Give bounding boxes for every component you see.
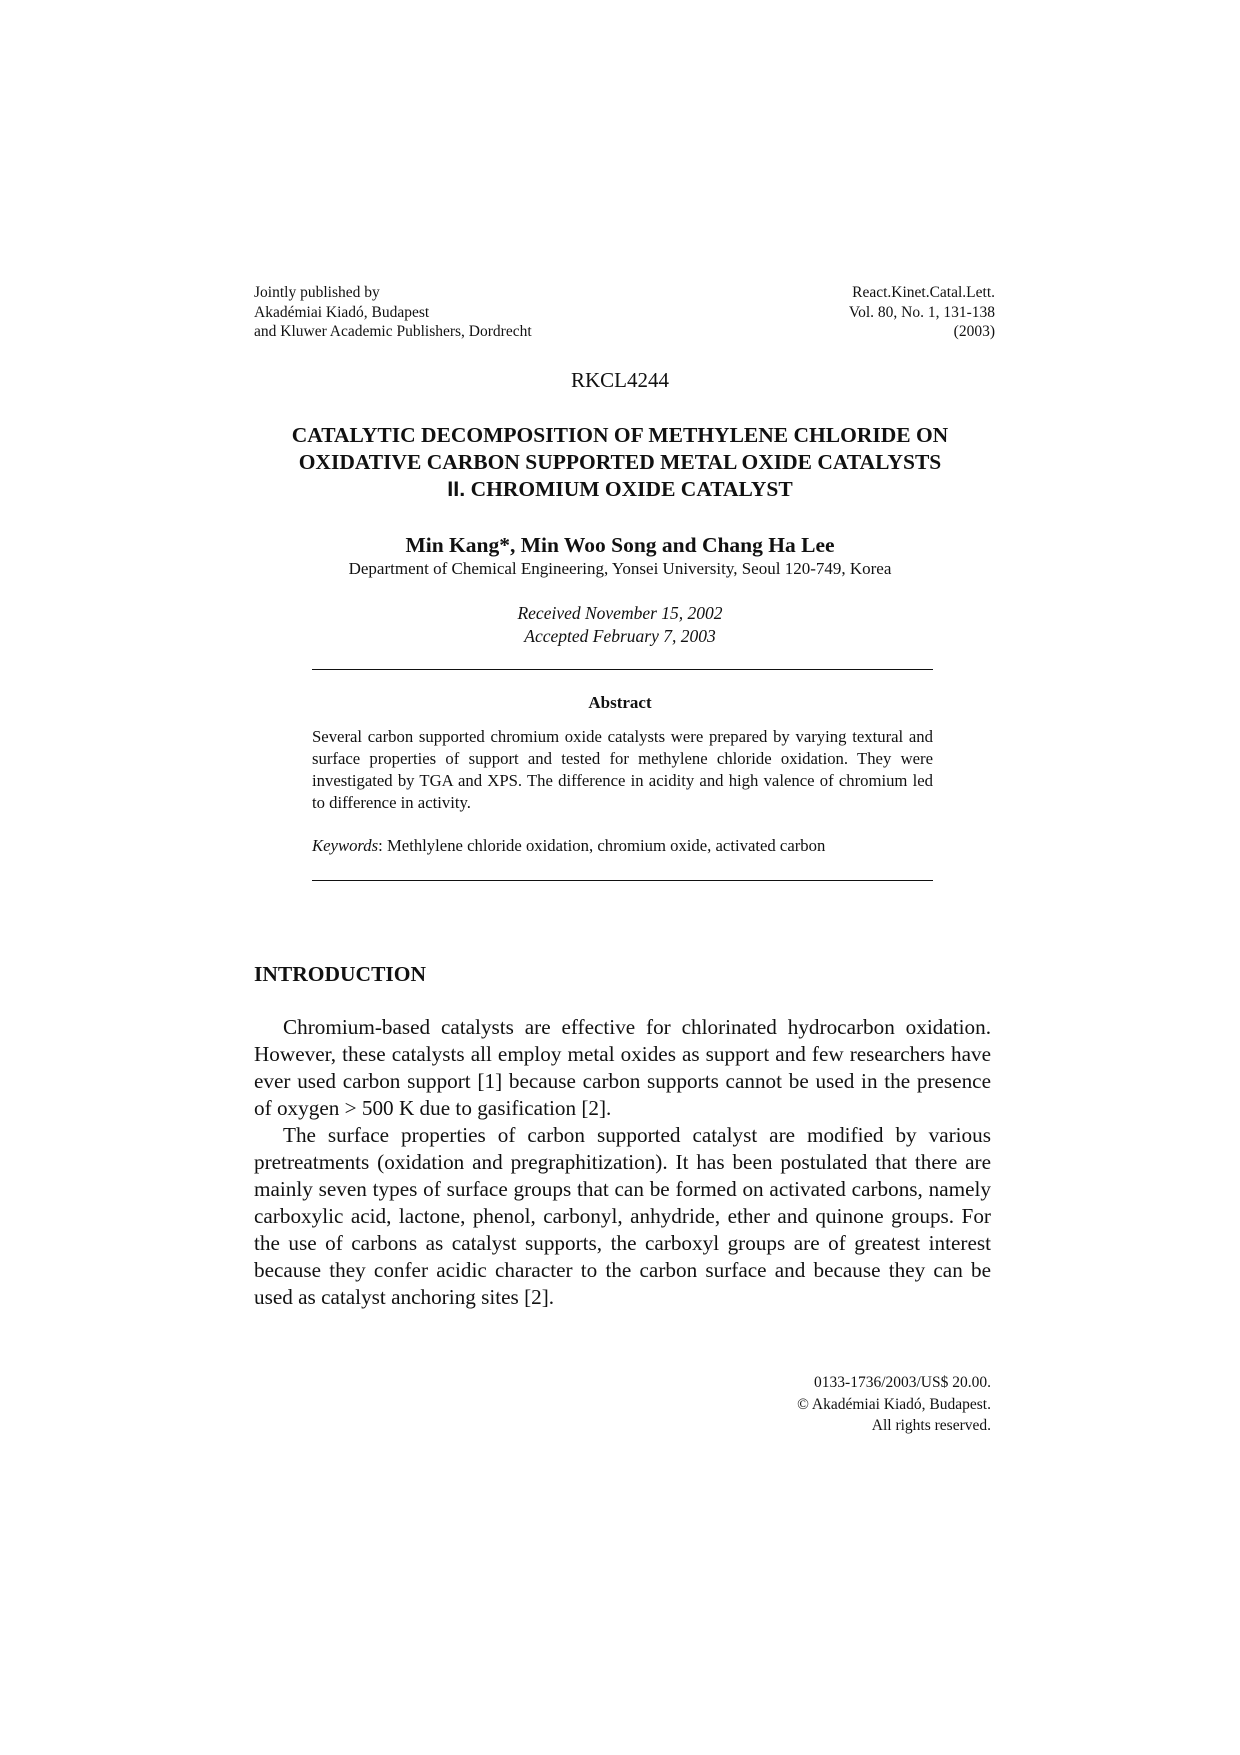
publisher-line: Jointly published by [254,284,380,301]
journal-volume: Vol. 80, No. 1, 131-138 [848,303,995,321]
keywords-text: : Methlylene chloride oxidation, chromium oxide, activated carbon [378,836,826,855]
keywords [312,835,933,857]
paragraph: The surface properties of carbon supported catalyst are modified by various pretreatments (oxidation and pregraphitization). It has been postulated that there are mainly seven types of surface groups that can be formed on activated carbons, namely carboxylic acid, lactone, phenol, carbonyl, anhydride, ether and quinone groups. For the use of carbons as catalyst supports, the carboxyl groups are of greatest interest because they confer acidic character to the carbon surface and because they can be used as catalyst anchoring sites [2]. [254,1123,991,1309]
submission-dates [0,602,1240,647]
publisher-line: and Kluwer Academic Publishers, Dordrecht [254,323,532,340]
article-code: RKCL4244 [570,368,669,392]
title-subtitle: CHROMIUM OXIDE CATALYST [470,477,793,501]
title-line-1: CATALYTIC DECOMPOSITION OF METHYLENE CHLORIDE ON [291,423,949,447]
title-part-numeral: II. [447,477,466,501]
journal-name: React.Kinet.Catal.Lett. [852,284,995,301]
publisher-line: Akadémiai Kiadó, Budapest [254,303,430,321]
paragraph: Chromium-based catalysts are effective for chlorinated hydrocarbon oxidation. However, these catalysts all employ metal oxides as support and few researchers have ever used carbon support [1] because carbon supports cannot be used in the presence of oxygen > 500 K due to gasification [2]. [254,1015,991,1120]
copyright: © Akadémiai Kiadó, Budapest. [797,1395,991,1413]
journal-info [849,283,995,342]
abstract-heading: Abstract [588,693,652,712]
introduction-body [254,1014,991,1311]
keywords-label: Keywords [312,836,379,855]
issn-price: 0133-1736/2003/US$ 20.00. [814,1374,991,1391]
publisher-info [254,283,532,342]
authors: Min Kang*, Min Woo Song and Chang Ha Lee [405,533,835,557]
paper-title [220,422,1020,503]
affiliation: Department of Chemical Engineering, Yonsei University, Seoul 120-749, Korea [348,559,892,578]
abstract-top-rule [312,669,933,670]
abstract-text: Several carbon supported chromium oxide catalysts were prepared by varying textural and surface properties of support and tested for methylene chloride oxidation. They were investigated by TGA and XPS. The difference in acidity and high valence of chromium led to difference in activity. [312,727,933,812]
received-date: Received November 15, 2002 [517,603,723,623]
copyright-footer [797,1372,991,1437]
journal-year: (2003) [953,323,995,340]
accepted-date: Accepted February 7, 2003 [524,625,716,646]
title-line-3 [220,476,1020,503]
title-line-2: OXIDATIVE CARBON SUPPORTED METAL OXIDE CATALYSTS [298,450,942,474]
section-heading-introduction: INTRODUCTION [254,962,427,986]
rights: All rights reserved. [871,1417,991,1434]
abstract-bottom-rule [312,880,933,881]
